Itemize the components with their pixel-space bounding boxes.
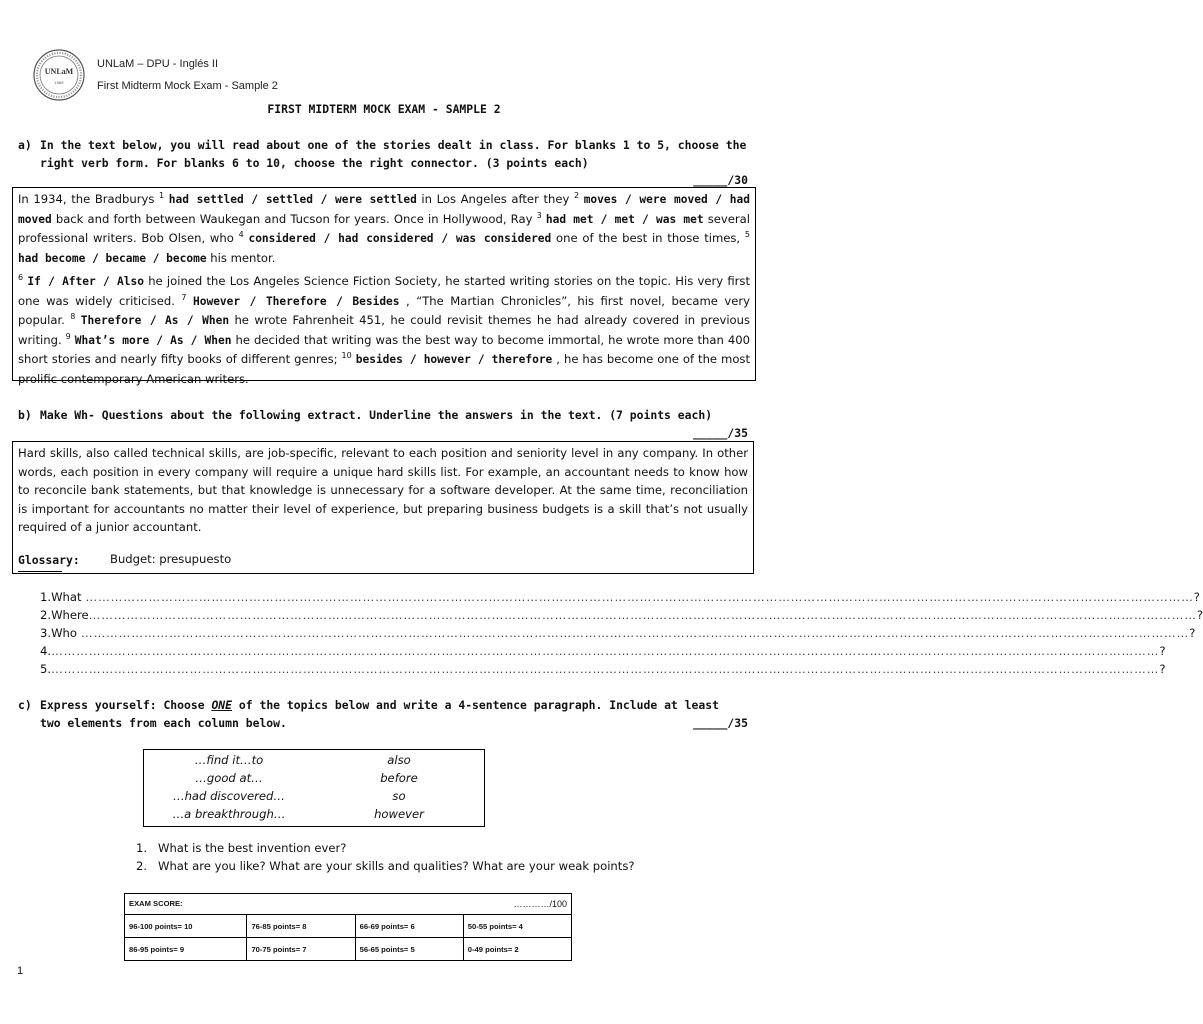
topic-2: 2. What are you like? What are your skills and qualities? What are your weak points? — [136, 859, 635, 873]
section-c-instructions-2: two elements from each column below. — [40, 716, 287, 730]
header-subtitle: First Midterm Mock Exam - Sample 2 — [97, 80, 278, 92]
score-row: 96-100 points= 10 76-85 points= 8 66-69 points= 6 50-55 points= 4 — [125, 915, 572, 938]
section-b-label: b) — [18, 408, 32, 422]
section-a-instructions-1: In the text below, you will read about one of the stories dealt in class. For blanks 1 to 5, choose the — [40, 138, 747, 152]
logo-text: UNLaM — [44, 67, 74, 76]
page-title: FIRST MIDTERM MOCK EXAM - SAMPLE 2 — [267, 102, 501, 116]
university-logo — [32, 48, 86, 102]
section-c-score: _____/35 — [693, 716, 748, 730]
logo-year: 1989 — [54, 80, 64, 85]
header-institution: UNLaM – DPU - Inglés II — [97, 58, 219, 70]
glossary-value: Budget: presupuesto — [110, 552, 232, 566]
grid-row: …find it…to also — [194, 753, 411, 767]
page-number: 1 — [17, 965, 24, 977]
exam-score-table — [124, 893, 572, 961]
emphasis-one: ONE — [211, 698, 233, 712]
section-a-score: _____/30 — [693, 173, 748, 187]
exam-score-total[interactable]: …………/100 — [513, 899, 567, 909]
section-b-text-box — [12, 441, 754, 574]
glossary-underline — [18, 571, 62, 572]
section-b-instructions: Make Wh- Questions about the following extract. Underline the answers in the text. (7 points each) — [40, 408, 713, 422]
exam-score-label: EXAM SCORE: — [129, 899, 183, 908]
section-c-label: c) — [18, 698, 32, 712]
glossary-label: Glossary: — [18, 553, 80, 567]
section-a-paragraph-1: In 1934, the Bradburys $^1$ had settled / settled / were settled in Los Angeles after they $^2$ moves / were moved / had moved back and forth between Waukegan and Tucson for years. Once in Hollywood, Ray $^3$ had met / met / was met several professional writers. Bob Olsen, who $^4$ considered / had considered / was considered one of the best in those times, $^5$ had become / became / become his mentor. — [18, 191, 751, 265]
section-a-instructions-2: right verb form. For blanks 6 to 10, choose the right connector. (3 points each) — [40, 156, 589, 170]
question-4[interactable]: 4. ………………………………………………………………………………………………………………………………………………………………………………………………………………………………………… ? — [40, 644, 1166, 658]
connector-grid — [143, 749, 485, 827]
score-row: 86-95 points= 9 70-75 points= 7 56-65 points= 5 0-49 points= 2 — [125, 938, 572, 961]
question-5[interactable]: 5. ………………………………………………………………………………………………………………………………………………………………………………………………………………………………………… ? — [40, 662, 1166, 676]
question-2[interactable]: 2. Where ………………………………………………………………………………………………………………………………………………………………………………………………………………………………………… ? — [40, 608, 1203, 622]
section-c-instructions-1: Express yourself: Choose ONE of the topics below and write a 4-sentence paragraph. Include at least — [40, 698, 719, 712]
grid-row: …a breakthrough… however — [172, 807, 424, 821]
section-b-score: _____/35 — [693, 426, 748, 440]
section-a-label: a) — [18, 138, 32, 152]
section-a-paragraph-2: $^6$ If / After / Also he joined the Los Angeles Science Fiction Society, he started writing stories on the topic. His very first one was widely criticised. $^7$ However / Therefore / Besides , “The Martian Chronicles”, his first novel, became very popular. $^8$ Therefore / As / When he wrote Fahrenheit 451, he could revisit themes he had already covered in previous writing. $^9$ What’s more / As / When he decided that writing was the best way to become immortal, he wrote more than 400 short stories and nearly fifty books of different genres; $^{10}$ besides / however / therefore , he has become one of the most prolific contemporary American writers. — [18, 273, 751, 386]
question-3[interactable]: 3. Who ………………………………………………………………………………………………………………………………………………………………………………………………………………………………………… ? — [40, 626, 1196, 640]
grid-row: …had discovered… so — [172, 789, 406, 803]
question-1[interactable]: 1. What ………………………………………………………………………………………………………………………………………………………………………………………………………………………………………… ? — [40, 590, 1200, 604]
section-a-text-box — [12, 187, 756, 386]
topic-1: 1. What is the best invention ever? — [136, 841, 347, 855]
section-b-paragraph: Hard skills, also called technical skills, are job-specific, relevant to each position and seniority level in any company. In other words, each position in every company will require a unique hard skills list. For example, an accountant needs to know how to reconcile bank statements, but that knowledge is unnecessary for a software developer. At the same time, reconciliation is important for accountants no matter their level of experience, but preparing business budgets is a skill that’s not usually required of a junior accountant. — [18, 446, 748, 535]
grid-row: …good at… before — [195, 771, 418, 785]
